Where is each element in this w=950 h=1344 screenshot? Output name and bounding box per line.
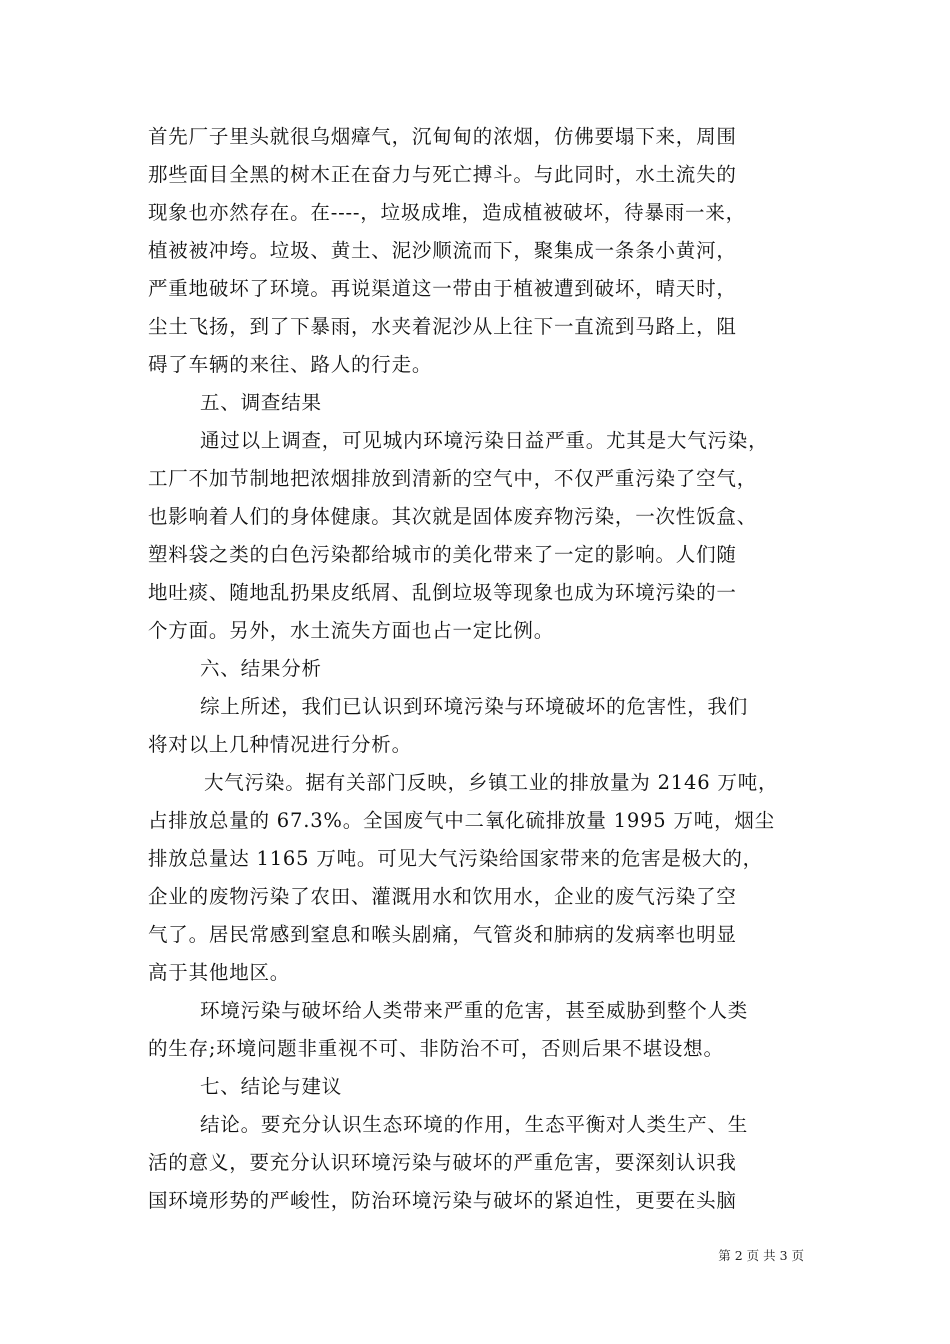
text-line: 将对以上几种情况进行分析。 <box>148 733 412 756</box>
text-line: 的生存;环境问题非重视不可、非防治不可，否则后果不堪设想。 <box>148 1037 724 1060</box>
text-line: 气了。居民常感到窒息和喉头剧痛，气管炎和肺病的发病率也明显 <box>148 923 737 946</box>
text-line: 个方面。另外，水土流失方面也占一定比例。 <box>148 619 555 642</box>
text-line: 严重地破坏了环境。再说渠道这一带由于植被遭到破坏，晴天时， <box>148 277 737 300</box>
text-line: 结论。要充分认识生态环境的作用，生态平衡对人类生产、生 <box>200 1113 749 1136</box>
text-line: 活的意义，要充分认识环境污染与破坏的严重危害，要深刻认识我 <box>148 1151 737 1174</box>
text-line: 那些面目全黑的树木正在奋力与死亡搏斗。与此同时，水土流失的 <box>148 163 737 186</box>
section-heading: 七、结论与建议 <box>200 1075 343 1098</box>
text-line: 塑料袋之类的白色污染都给城市的美化带来了一定的影响。人们随 <box>148 543 737 566</box>
page-number: 第 2 页 共 3 页 <box>718 1248 804 1263</box>
text-line: 植被被冲垮。垃圾、黄土、泥沙顺流而下，聚集成一条条小黄河， <box>148 239 737 262</box>
text-line: 企业的废物污染了农田、灌溉用水和饮用水，企业的废气污染了空 <box>148 885 737 908</box>
body-text <box>148 118 808 1220</box>
text-line: 地吐痰、随地乱扔果皮纸屑、乱倒垃圾等现象也成为环境污染的一 <box>148 581 737 604</box>
section-heading: 六、结果分析 <box>200 657 322 680</box>
text-line: 综上所述，我们已认识到环境污染与环境破坏的危害性，我们 <box>200 695 749 718</box>
text-line: 工厂不加节制地把浓烟排放到清新的空气中，不仅严重污染了空气， <box>148 467 758 490</box>
text-line: 大气污染。据有关部门反映，乡镇工业的排放量为 2146 万吨， <box>204 771 779 794</box>
text-line: 排放总量达 1165 万吨。可见大气污染给国家带来的危害是极大的， <box>148 847 763 870</box>
text-line: 环境污染与破坏给人类带来严重的危害，甚至威胁到整个人类 <box>200 999 749 1022</box>
section-heading: 五、调查结果 <box>200 391 322 414</box>
text-line: 通过以上调查，可见城内环境污染日益严重。尤其是大气污染， <box>200 429 769 452</box>
text-line: 首先厂子里头就很乌烟瘴气，沉甸甸的浓烟，仿佛要塌下来，周围 <box>148 125 737 148</box>
text-line: 尘土飞扬，到了下暴雨，水夹着泥沙从上往下一直流到马路上，阻 <box>148 315 737 338</box>
text-line: 高于其他地区。 <box>148 961 291 984</box>
text-line: 占排放总量的 67.3%。全国废气中二氧化硫排放量 1995 万吨，烟尘 <box>148 809 775 832</box>
text-line: 国环境形势的严峻性，防治环境污染与破坏的紧迫性，更要在头脑 <box>148 1189 737 1212</box>
text-line: 现象也亦然存在。在----，垃圾成堆，造成植被破坏，待暴雨一来， <box>148 201 746 224</box>
text-line: 碍了车辆的来往、路人的行走。 <box>148 353 433 376</box>
text-line: 也影响着人们的身体健康。其次就是固体废弃物污染，一次性饭盒、 <box>148 505 758 528</box>
